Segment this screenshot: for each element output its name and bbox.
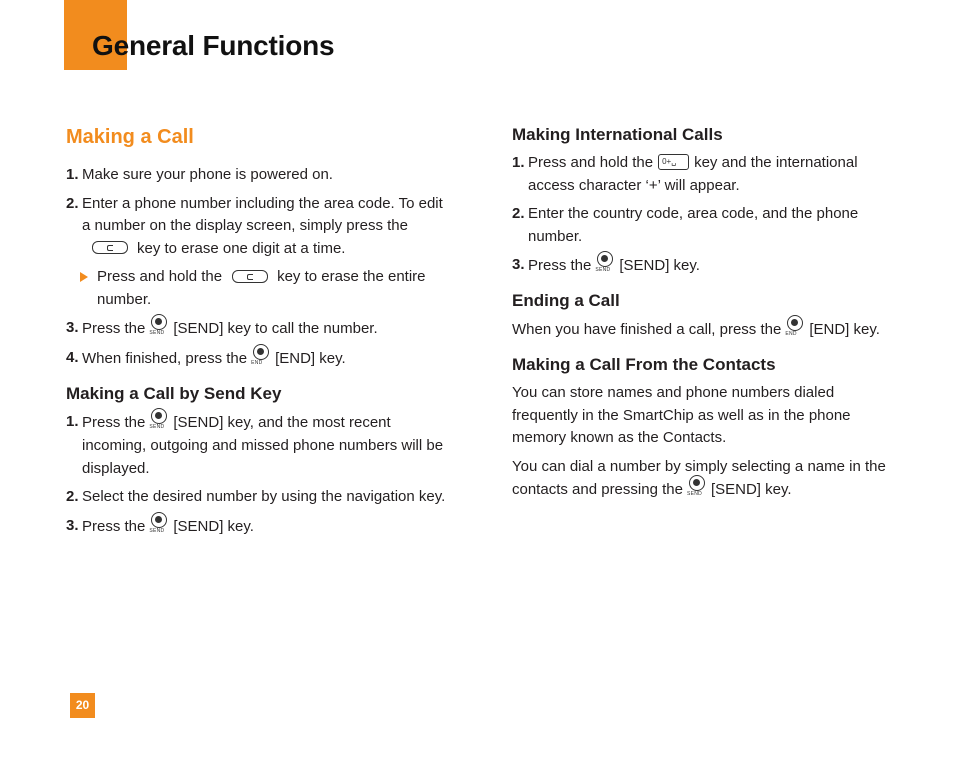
list-item (512, 152, 892, 197)
step-number: 2. (66, 194, 79, 212)
step-number: 3. (66, 319, 79, 336)
step-text: Press and hold the (528, 154, 654, 171)
step-text: key and the international access character ‘+’ will appear. (528, 154, 858, 194)
sub-list-item (66, 266, 454, 311)
step-text: Press the (528, 256, 592, 274)
list-item (66, 486, 454, 509)
zero-plus-key-label: 0+␣ (662, 157, 677, 167)
step-text: Press the (82, 319, 146, 337)
send-key-icon (150, 408, 168, 432)
list-item (66, 193, 454, 261)
step-text: [SEND] key. (173, 517, 254, 535)
right-column (512, 124, 892, 508)
step-number: 1. (66, 413, 79, 430)
send-key-label: SEND (149, 527, 165, 534)
step-text: [SEND] key, and the most recent incoming, outgoing and missed phone numbers will be displayed. (82, 413, 444, 477)
list-item (66, 347, 454, 371)
page-number: 20 (70, 693, 95, 718)
end-key-label: END (251, 360, 263, 366)
step-text: Enter a phone number including the area code. To edit a number on the display screen, simply press the (82, 194, 443, 234)
step-text: key to erase one digit at a time. (137, 239, 346, 257)
step-number: 4. (66, 349, 79, 366)
send-key-icon (596, 251, 614, 275)
bullet-triangle-icon (80, 272, 88, 282)
list-item (66, 411, 454, 480)
step-text: Enter the country code, area code, and the phone number. (528, 205, 859, 245)
section-title-ending-a-call: Ending a Call (512, 291, 620, 310)
step-number: 2. (512, 205, 525, 222)
step-number: 1. (66, 166, 79, 183)
send-key-label: SEND (149, 424, 165, 430)
clear-key-icon (92, 241, 128, 254)
send-key-label: SEND (149, 330, 165, 336)
paragraph-text: You can dial a number by simply selecting a name in the contacts and pressing the (512, 457, 886, 498)
step-text: When finished, press the (82, 349, 248, 367)
list-item (66, 515, 454, 539)
paragraph-text: When you have finished a call, press the (512, 320, 782, 338)
end-key-label: END (785, 331, 797, 337)
step-text: [SEND] key. (619, 256, 700, 274)
send-key-label: SEND (686, 491, 703, 497)
step-text: [SEND] key to call the number. (173, 319, 378, 337)
send-key-icon (150, 512, 168, 536)
send-key-icon (150, 314, 168, 338)
zero-plus-key-icon (658, 154, 689, 170)
end-key-icon (252, 344, 270, 368)
end-key-icon (786, 315, 804, 339)
step-text: Press the (82, 413, 146, 431)
section-title-contacts: Making a Call From the Contacts (512, 355, 776, 374)
step-text: Select the desired number by using the navigation key. (82, 488, 446, 505)
left-column (66, 124, 454, 545)
step-number: 1. (512, 154, 525, 171)
paragraph (512, 318, 892, 342)
paragraph-text: [SEND] key. (710, 480, 792, 498)
step-number: 3. (66, 516, 79, 534)
paragraph (512, 456, 892, 503)
section-title-send-key: Making a Call by Send Key (66, 384, 282, 403)
step-number: 2. (66, 488, 79, 505)
paragraph-text: [END] key. (809, 320, 880, 338)
paragraph: You can store names and phone numbers dialed frequently in the SmartChip as well as in the phone memory known as the Contacts. (512, 384, 851, 446)
step-text: key to erase the entire number. (97, 268, 426, 308)
step-text: Make sure your phone is powered on. (82, 166, 333, 183)
step-number: 3. (512, 256, 525, 273)
list-item (66, 164, 454, 187)
send-key-label: SEND (595, 267, 611, 273)
step-text: Press the (82, 517, 146, 535)
step-text: [END] key. (275, 349, 346, 367)
clear-key-icon (232, 270, 268, 283)
page-title: General Functions (92, 30, 335, 61)
list-item (512, 203, 892, 248)
section-title-making-a-call: Making a Call (66, 126, 194, 148)
send-key-icon (688, 475, 706, 499)
list-item (66, 317, 454, 341)
section-title-international: Making International Calls (512, 125, 723, 144)
step-text: Press and hold the (97, 268, 223, 285)
list-item (512, 254, 892, 278)
